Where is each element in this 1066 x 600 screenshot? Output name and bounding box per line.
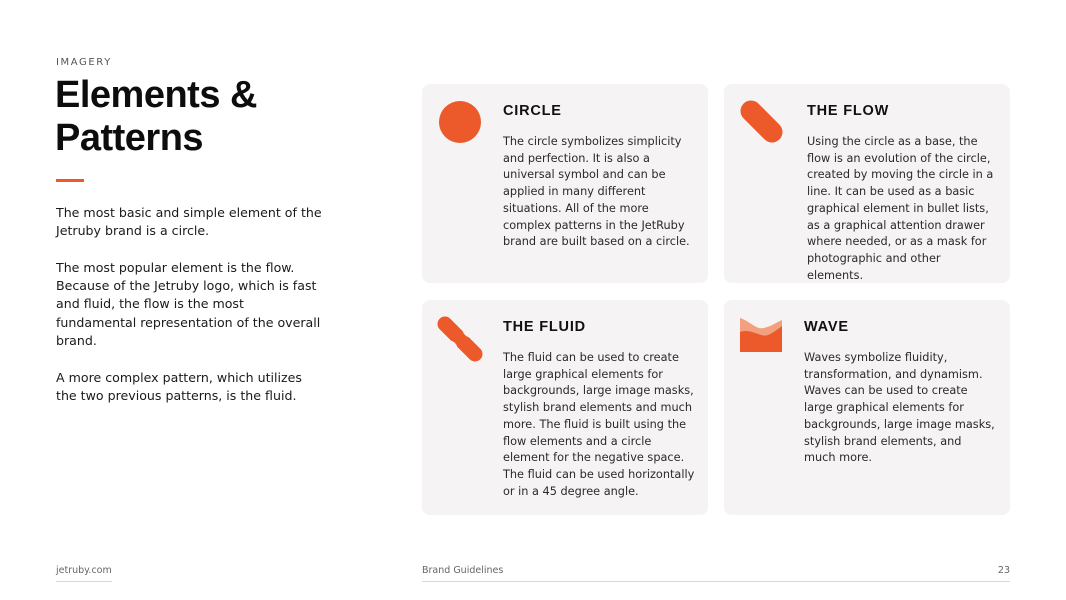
fluid-icon xyxy=(435,314,485,364)
intro-paragraph-3: A more complex pattern, which utilizes the two previous patterns, is the fluid. xyxy=(56,369,302,403)
intro-paragraph-1: The most basic and simple element of the Jetruby brand is a circle. xyxy=(56,205,322,239)
card-title: WAVE xyxy=(804,319,849,335)
card-title: THE FLUID xyxy=(503,319,586,335)
footer-page-number: 23 xyxy=(997,565,1010,576)
card-title: CIRCLE xyxy=(503,103,562,119)
page-title-line-2: Patterns xyxy=(55,117,204,159)
card-title: THE FLOW xyxy=(807,103,890,119)
card-wave xyxy=(724,300,1010,515)
section-eyebrow: IMAGERY xyxy=(56,57,112,68)
title-accent-divider xyxy=(56,179,84,182)
intro-paragraph-2: The most popular element is the flow. Because of the Jetruby logo, which is fast and fluid, the flow is the most fundamental representation of the overall brand. xyxy=(56,259,321,349)
page-title xyxy=(55,74,385,160)
card-body: The fluid can be used to create large graphical elements for backgrounds, large image masks, stylish brand elements and much more. The fluid is built using the flow elements and a circle element for the negative space. The fluid can be used horizontally or in a 45 degree angle. xyxy=(503,351,695,498)
footer-document-name: Brand Guidelines xyxy=(422,565,504,576)
card-flow xyxy=(724,84,1010,283)
card-body: Using the circle as a base, the flow is an evolution of the circle, created by moving the circle in a line. It can be used as a basic graphical element in bullet lists, as a graphical attention drawer where needed, or as a mask for photographic and other elements. xyxy=(807,135,994,282)
card-circle xyxy=(422,84,708,283)
footer-site-link[interactable]: jetruby.com xyxy=(56,565,112,582)
card-body: Waves symbolize fluidity, transformation, and dynamism. Waves can be used to create large graphical elements for backgrounds, large image masks, stylish brand elements, and much more. xyxy=(804,351,995,465)
card-fluid xyxy=(422,300,708,515)
intro-text xyxy=(56,204,326,424)
footer-divider xyxy=(422,581,1010,582)
card-body: The circle symbolizes simplicity and perfection. It is also a universal symbol and can be applied in many different situations. All of the more complex patterns in the JetRuby brand are built based on a circle. xyxy=(503,135,690,249)
circle-icon xyxy=(438,100,482,144)
page-title-line-1: Elements & xyxy=(55,74,257,116)
wave-icon xyxy=(740,318,782,352)
flow-icon xyxy=(738,98,786,146)
